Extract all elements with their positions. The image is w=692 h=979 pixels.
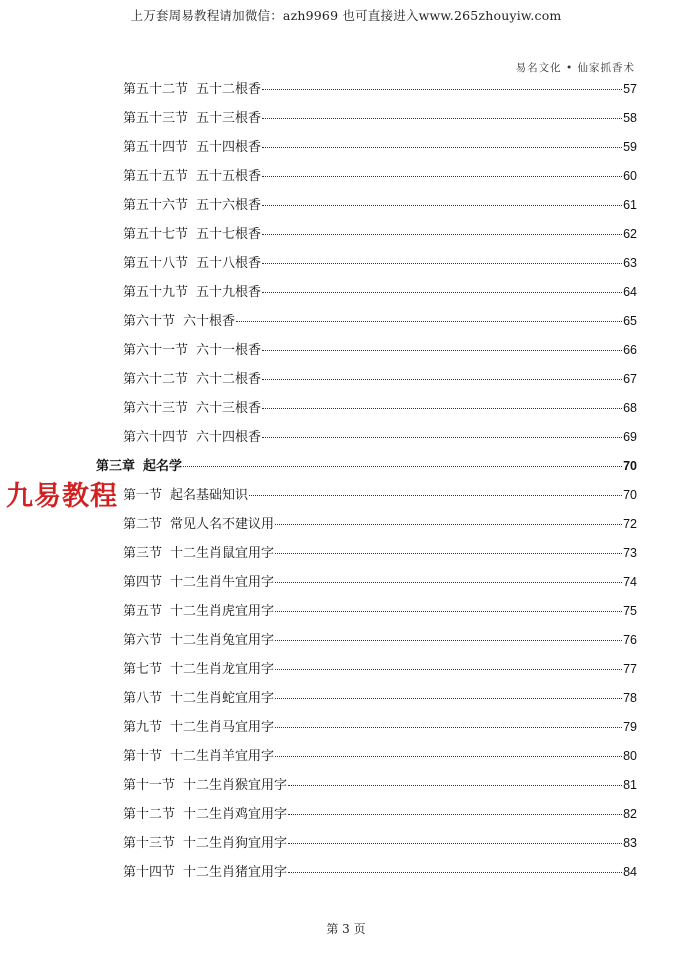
toc-entry-number: 第三章 bbox=[96, 459, 136, 474]
toc-entry-title bbox=[96, 455, 182, 474]
toc-entry-number: 第二节 bbox=[123, 517, 163, 532]
running-head: 易名文化 • 仙家抓香术 bbox=[515, 62, 635, 74]
toc-entry-number: 第五十五节 bbox=[123, 169, 189, 184]
toc-dot-leader bbox=[262, 175, 622, 177]
page-number-footer: 第 3 页 bbox=[326, 922, 366, 936]
toc-entry-number: 第七节 bbox=[123, 662, 163, 677]
toc-entry-number: 第五十三节 bbox=[123, 111, 189, 126]
toc-entry-name: 六十一根香 bbox=[196, 343, 262, 358]
toc-dot-leader bbox=[262, 291, 622, 293]
toc-entry-number: 第六十一节 bbox=[123, 343, 189, 358]
toc-section-entry[interactable] bbox=[123, 165, 637, 185]
toc-dot-leader bbox=[262, 117, 622, 119]
toc-dot-leader bbox=[236, 320, 622, 322]
toc-entry-number: 第四节 bbox=[123, 575, 163, 590]
toc-entry-title bbox=[123, 832, 287, 851]
toc-entry-title bbox=[123, 716, 274, 735]
toc-entry-title bbox=[123, 658, 274, 677]
toc-entry-number: 第一节 bbox=[123, 488, 163, 503]
toc-dot-leader bbox=[288, 784, 622, 786]
toc-entry-name: 十二生肖鸡宜用字 bbox=[183, 807, 288, 822]
toc-entry-name: 十二生肖马宜用字 bbox=[170, 720, 275, 735]
toc-entry-number: 第八节 bbox=[123, 691, 163, 706]
toc-section-entry[interactable] bbox=[123, 310, 637, 330]
toc-section-entry[interactable] bbox=[123, 832, 637, 852]
toc-entry-name: 起名学 bbox=[143, 459, 183, 474]
toc-entry-number: 第五十八节 bbox=[123, 256, 189, 271]
toc-entry-name: 十二生肖猪宜用字 bbox=[183, 865, 288, 880]
toc-entry-title bbox=[123, 368, 261, 387]
toc-entry-title bbox=[123, 513, 274, 532]
toc-entry-name: 十二生肖狗宜用字 bbox=[183, 836, 288, 851]
toc-entry-name: 十二生肖蛇宜用字 bbox=[170, 691, 275, 706]
toc-section-entry[interactable] bbox=[123, 774, 637, 794]
toc-section-entry[interactable] bbox=[123, 571, 637, 591]
toc-dot-leader bbox=[262, 262, 622, 264]
toc-page-number: 62 bbox=[623, 227, 637, 241]
toc-section-entry[interactable] bbox=[123, 687, 637, 707]
toc-entry-number: 第五十七节 bbox=[123, 227, 189, 242]
toc-entry-title bbox=[123, 339, 261, 358]
toc-entry-name: 五十六根香 bbox=[196, 198, 262, 213]
toc-page-number: 69 bbox=[623, 430, 637, 444]
toc-entry-name: 常见人名不建议用 bbox=[170, 517, 275, 532]
toc-section-entry[interactable] bbox=[123, 78, 637, 98]
toc-page-number: 65 bbox=[623, 314, 637, 328]
toc-page-number: 81 bbox=[623, 778, 637, 792]
toc-page-number: 59 bbox=[623, 140, 637, 154]
toc-page-number: 61 bbox=[623, 198, 637, 212]
toc-entry-title bbox=[123, 629, 274, 648]
toc-entry-number: 第五十四节 bbox=[123, 140, 189, 155]
toc-dot-leader bbox=[262, 88, 622, 90]
toc-section-entry[interactable] bbox=[123, 368, 637, 388]
toc-section-entry[interactable] bbox=[123, 658, 637, 678]
toc-entry-title bbox=[123, 223, 261, 242]
toc-dot-leader bbox=[288, 871, 622, 873]
toc-dot-leader bbox=[275, 552, 622, 554]
toc-dot-leader bbox=[275, 755, 622, 757]
toc-dot-leader bbox=[262, 204, 622, 206]
toc-entry-title bbox=[123, 774, 287, 793]
toc-dot-leader bbox=[275, 697, 622, 699]
toc-entry-title bbox=[123, 107, 261, 126]
toc-section-entry[interactable] bbox=[123, 136, 637, 156]
toc-dot-leader bbox=[288, 842, 622, 844]
toc-section-entry[interactable] bbox=[123, 397, 637, 417]
toc-entry-title bbox=[123, 78, 261, 97]
toc-page-number: 80 bbox=[623, 749, 637, 763]
toc-dot-leader bbox=[262, 349, 622, 351]
toc-entry-title bbox=[123, 484, 248, 503]
toc-entry-name: 五十三根香 bbox=[196, 111, 262, 126]
toc-entry-number: 第六十二节 bbox=[123, 372, 189, 387]
toc-entry-number: 第六十节 bbox=[123, 314, 176, 329]
toc-dot-leader bbox=[262, 407, 622, 409]
toc-entry-number: 第十三节 bbox=[123, 836, 176, 851]
toc-section-entry[interactable] bbox=[123, 716, 637, 736]
toc-entry-name: 十二生肖羊宜用字 bbox=[170, 749, 275, 764]
watermark-logo: 九易教程 bbox=[6, 481, 118, 512]
toc-entry-name: 起名基础知识 bbox=[170, 488, 249, 503]
toc-section-entry[interactable] bbox=[123, 600, 637, 620]
toc-dot-leader bbox=[183, 465, 622, 467]
toc-page-number: 68 bbox=[623, 401, 637, 415]
toc-entry-name: 五十九根香 bbox=[196, 285, 262, 300]
toc-page-number: 58 bbox=[623, 111, 637, 125]
toc-entry-number: 第六十三节 bbox=[123, 401, 189, 416]
toc-entry-number: 第三节 bbox=[123, 546, 163, 561]
toc-page-number: 73 bbox=[623, 546, 637, 560]
toc-entry-number: 第六十四节 bbox=[123, 430, 189, 445]
toc-page-number: 60 bbox=[623, 169, 637, 183]
toc-entry-name: 十二生肖兔宜用字 bbox=[170, 633, 275, 648]
toc-entry-title bbox=[123, 310, 235, 329]
toc-entry-title bbox=[123, 194, 261, 213]
toc-entry-title bbox=[123, 165, 261, 184]
toc-dot-leader bbox=[288, 813, 622, 815]
toc-dot-leader bbox=[249, 494, 622, 496]
toc-entry-number: 第九节 bbox=[123, 720, 163, 735]
toc-section-entry[interactable] bbox=[123, 194, 637, 214]
toc-entry-name: 五十五根香 bbox=[196, 169, 262, 184]
toc-page-number: 72 bbox=[623, 517, 637, 531]
toc-entry-name: 十二生肖龙宜用字 bbox=[170, 662, 275, 677]
toc-section-entry[interactable] bbox=[123, 339, 637, 359]
toc-section-entry[interactable] bbox=[123, 542, 637, 562]
toc-section-entry[interactable] bbox=[123, 861, 637, 881]
toc-dot-leader bbox=[262, 146, 622, 148]
toc-entry-number: 第五节 bbox=[123, 604, 163, 619]
toc-page-number: 78 bbox=[623, 691, 637, 705]
toc-page-number: 74 bbox=[623, 575, 637, 589]
toc-entry-name: 十二生肖虎宜用字 bbox=[170, 604, 275, 619]
toc-dot-leader bbox=[262, 378, 622, 380]
toc-section-entry[interactable] bbox=[123, 513, 637, 533]
toc-entry-name: 五十七根香 bbox=[196, 227, 262, 242]
toc-page-number: 82 bbox=[623, 807, 637, 821]
toc-section-entry[interactable] bbox=[123, 745, 637, 765]
toc-entry-title bbox=[123, 687, 274, 706]
toc-dot-leader bbox=[275, 610, 622, 612]
toc-section-entry[interactable] bbox=[123, 629, 637, 649]
toc-dot-leader bbox=[275, 639, 622, 641]
toc-page-number: 57 bbox=[623, 82, 637, 96]
toc-chapter-entry[interactable] bbox=[96, 455, 637, 475]
toc-dot-leader bbox=[275, 523, 622, 525]
toc-entry-name: 十二生肖牛宜用字 bbox=[170, 575, 275, 590]
toc-section-entry[interactable] bbox=[123, 281, 637, 301]
toc-page-number: 70 bbox=[623, 488, 637, 502]
toc-section-entry[interactable] bbox=[123, 484, 637, 504]
toc-entry-number: 第十一节 bbox=[123, 778, 176, 793]
toc-section-entry[interactable] bbox=[123, 107, 637, 127]
toc-entry-name: 五十二根香 bbox=[196, 82, 262, 97]
toc-entry-title bbox=[123, 600, 274, 619]
toc-entry-name: 六十根香 bbox=[183, 314, 236, 329]
toc-dot-leader bbox=[275, 668, 622, 670]
toc-entry-title bbox=[123, 861, 287, 880]
header-banner: 上万套周易教程请加微信：azh9969 也可直接进入www.265zhouyiw.com bbox=[130, 8, 562, 23]
toc-page-number: 70 bbox=[623, 459, 637, 473]
toc-page-number: 75 bbox=[623, 604, 637, 618]
toc-entry-number: 第五十九节 bbox=[123, 285, 189, 300]
toc-entry-name: 五十四根香 bbox=[196, 140, 262, 155]
toc-page-number: 66 bbox=[623, 343, 637, 357]
toc-dot-leader bbox=[262, 436, 622, 438]
toc-entry-title bbox=[123, 136, 261, 155]
toc-entry-title bbox=[123, 426, 261, 445]
toc-entry-number: 第五十六节 bbox=[123, 198, 189, 213]
toc-entry-title bbox=[123, 252, 261, 271]
toc-entry-title bbox=[123, 281, 261, 300]
toc-entry-title bbox=[123, 397, 261, 416]
toc-page-number: 84 bbox=[623, 865, 637, 879]
toc-entry-number: 第十四节 bbox=[123, 865, 176, 880]
toc-entry-number: 第十节 bbox=[123, 749, 163, 764]
toc-entry-name: 六十二根香 bbox=[196, 372, 262, 387]
toc-entry-name: 十二生肖猴宜用字 bbox=[183, 778, 288, 793]
toc-section-entry[interactable] bbox=[123, 803, 637, 823]
toc-entry-title bbox=[123, 745, 274, 764]
toc-page-number: 63 bbox=[623, 256, 637, 270]
toc-section-entry[interactable] bbox=[123, 252, 637, 272]
toc-section-entry[interactable] bbox=[123, 223, 637, 243]
toc-entry-number: 第五十二节 bbox=[123, 82, 189, 97]
toc-entry-name: 六十三根香 bbox=[196, 401, 262, 416]
toc-dot-leader bbox=[275, 581, 622, 583]
toc-page-number: 64 bbox=[623, 285, 637, 299]
toc-entry-title bbox=[123, 571, 274, 590]
toc-page-number: 79 bbox=[623, 720, 637, 734]
toc-page-number: 76 bbox=[623, 633, 637, 647]
toc-entry-title bbox=[123, 542, 274, 561]
toc-page-number: 83 bbox=[623, 836, 637, 850]
toc-entry-number: 第十二节 bbox=[123, 807, 176, 822]
toc-section-entry[interactable] bbox=[123, 426, 637, 446]
toc-entry-name: 六十四根香 bbox=[196, 430, 262, 445]
toc-entry-number: 第六节 bbox=[123, 633, 163, 648]
toc-page-number: 77 bbox=[623, 662, 637, 676]
toc-entry-name: 五十八根香 bbox=[196, 256, 262, 271]
toc-dot-leader bbox=[262, 233, 622, 235]
toc-dot-leader bbox=[275, 726, 622, 728]
toc-page-number: 67 bbox=[623, 372, 637, 386]
toc-entry-title bbox=[123, 803, 287, 822]
toc-entry-name: 十二生肖鼠宜用字 bbox=[170, 546, 275, 561]
